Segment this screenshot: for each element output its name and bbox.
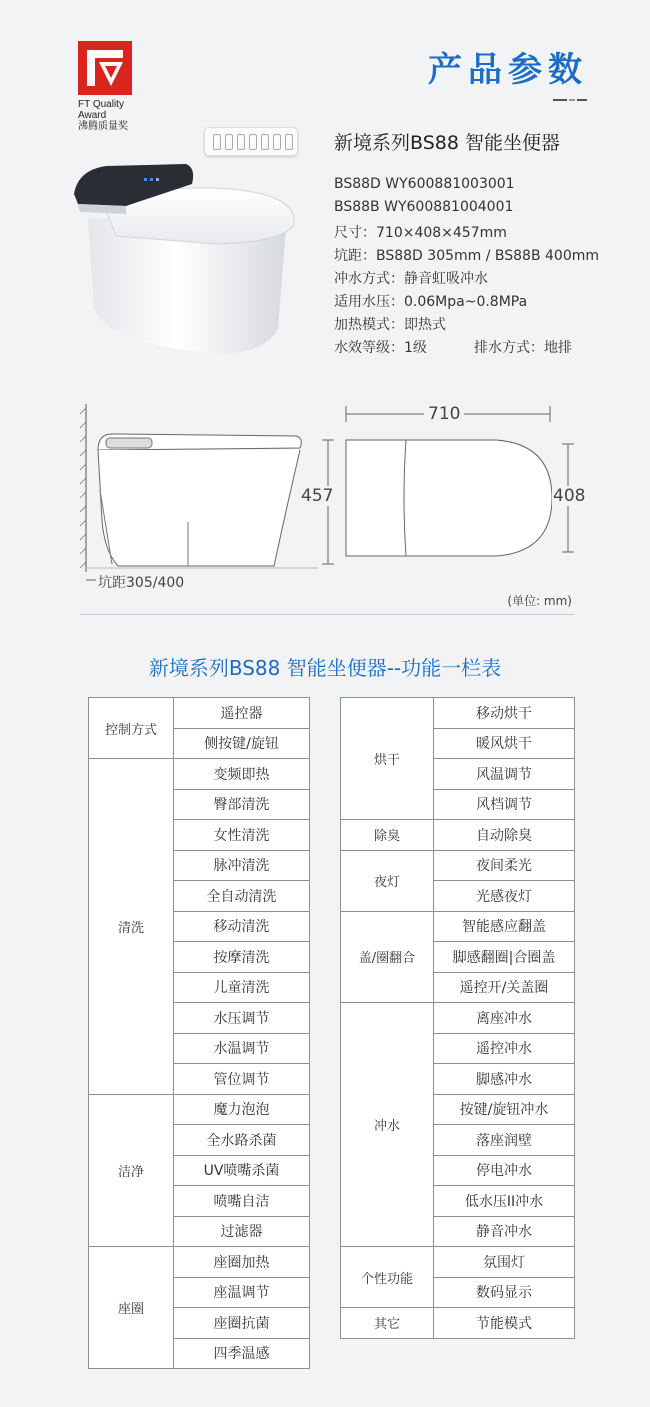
table-row <box>341 1003 575 1034</box>
function-item: 水压调节 <box>174 1003 310 1034</box>
function-item: 按键/旋钮冲水 <box>434 1094 575 1125</box>
table-row <box>89 698 310 729</box>
function-table-right <box>340 697 575 1339</box>
function-item: 自动除臭 <box>434 820 575 851</box>
spec-water-efficiency: 水效等级：1级 <box>334 340 427 356</box>
spec-flush-method: 冲水方式：静音虹吸冲水 <box>334 271 488 287</box>
function-item: 低水压II冲水 <box>434 1186 575 1217</box>
function-category: 座圈 <box>89 1247 174 1369</box>
function-item: 光感夜灯 <box>434 881 575 912</box>
function-item: 四季温感 <box>174 1338 310 1369</box>
dimension-pit-label: 坑距305/400 <box>96 572 186 592</box>
spec-drainage: 排水方式：地排 <box>474 340 572 356</box>
dimension-length-label: 710 <box>424 404 464 424</box>
top-view-diagram <box>336 400 576 570</box>
spec-heating-mode: 加热模式：即热式 <box>334 317 446 333</box>
function-item: 女性清洗 <box>174 820 310 851</box>
function-item: 离座冲水 <box>434 1003 575 1034</box>
function-item: 风温调节 <box>434 759 575 790</box>
spec-pit-distance: 坑距：BS88D 305mm / BS88B 400mm <box>334 248 600 264</box>
table-row <box>341 820 575 851</box>
function-category: 其它 <box>341 1308 434 1339</box>
function-item: 智能感应翻盖 <box>434 911 575 942</box>
logo-line-1: FT Quality <box>78 99 124 110</box>
function-item: 暖风烘干 <box>434 728 575 759</box>
function-item: 按摩清洗 <box>174 942 310 973</box>
function-item: 座温调节 <box>174 1277 310 1308</box>
section-divider <box>80 614 574 615</box>
table-row <box>89 1094 310 1125</box>
table-row <box>341 1308 575 1339</box>
function-item: 座圈抗菌 <box>174 1308 310 1339</box>
function-item: 移动烘干 <box>434 698 575 729</box>
title-underline-decoration <box>553 99 587 101</box>
function-item: 全自动清洗 <box>174 881 310 912</box>
function-category: 控制方式 <box>89 698 174 759</box>
function-item: 遥控开/关盖圈 <box>434 972 575 1003</box>
function-item: 全水路杀菌 <box>174 1125 310 1156</box>
function-category: 冲水 <box>341 1003 434 1247</box>
table-row <box>341 911 575 942</box>
function-category: 清洗 <box>89 759 174 1095</box>
function-category: 个性功能 <box>341 1247 434 1308</box>
function-item: 节能模式 <box>434 1308 575 1339</box>
function-item: 儿童清洗 <box>174 972 310 1003</box>
function-item: 脉冲清洗 <box>174 850 310 881</box>
side-view-diagram <box>78 400 338 600</box>
function-category: 夜灯 <box>341 850 434 911</box>
function-category: 洁净 <box>89 1094 174 1247</box>
table-row <box>341 1247 575 1278</box>
product-name: 新境系列BS88 智能坐便器 <box>334 132 560 154</box>
function-item: 风档调节 <box>434 789 575 820</box>
dimension-height-label: 457 <box>301 486 334 506</box>
spec-model-d: BS88D WY600881003001 <box>334 176 515 192</box>
toilet-product-image <box>66 158 306 358</box>
page-title: 产品参数 <box>428 50 588 90</box>
function-item: 变频即热 <box>174 759 310 790</box>
function-item: 过滤器 <box>174 1216 310 1247</box>
function-item: 侧按键/旋钮 <box>174 728 310 759</box>
function-item: 落座润壁 <box>434 1125 575 1156</box>
function-item: 遥控器 <box>174 698 310 729</box>
function-table-title: 新境系列BS88 智能坐便器--功能一栏表 <box>148 656 502 680</box>
function-item: 臀部清洗 <box>174 789 310 820</box>
remote-control-image <box>204 127 298 156</box>
function-item: 座圈加热 <box>174 1247 310 1278</box>
function-category: 盖/圈翻合 <box>341 911 434 1003</box>
function-table-left <box>88 697 310 1369</box>
function-item: 脚感翻圈|合圈盖 <box>434 942 575 973</box>
function-item: 魔力泡泡 <box>174 1094 310 1125</box>
function-item: 静音冲水 <box>434 1216 575 1247</box>
table-row <box>341 850 575 881</box>
brand-logo <box>78 41 132 95</box>
table-row <box>89 759 310 790</box>
function-item: 停电冲水 <box>434 1155 575 1186</box>
logo-caption <box>78 99 128 132</box>
function-item: 数码显示 <box>434 1277 575 1308</box>
function-category: 除臭 <box>341 820 434 851</box>
unit-note: (单位: mm) <box>507 594 572 608</box>
spec-water-pressure: 适用水压：0.06Mpa~0.8MPa <box>334 294 528 310</box>
function-item: 喷嘴自洁 <box>174 1186 310 1217</box>
table-row <box>341 698 575 729</box>
function-category: 烘干 <box>341 698 434 820</box>
function-item: UV喷嘴杀菌 <box>174 1155 310 1186</box>
dimension-width-label: 408 <box>553 486 586 506</box>
function-item: 管位调节 <box>174 1064 310 1095</box>
function-item: 水温调节 <box>174 1033 310 1064</box>
spec-model-b: BS88B WY600881004001 <box>334 199 514 215</box>
function-item: 氛围灯 <box>434 1247 575 1278</box>
logo-line-2: Award <box>78 110 107 121</box>
function-item: 夜间柔光 <box>434 850 575 881</box>
function-item: 移动清洗 <box>174 911 310 942</box>
function-item: 遥控冲水 <box>434 1033 575 1064</box>
spec-size: 尺寸：710×408×457mm <box>334 225 507 241</box>
table-row <box>89 1247 310 1278</box>
logo-line-3: 沸腾质量奖 <box>78 121 128 132</box>
function-item: 脚感冲水 <box>434 1064 575 1095</box>
